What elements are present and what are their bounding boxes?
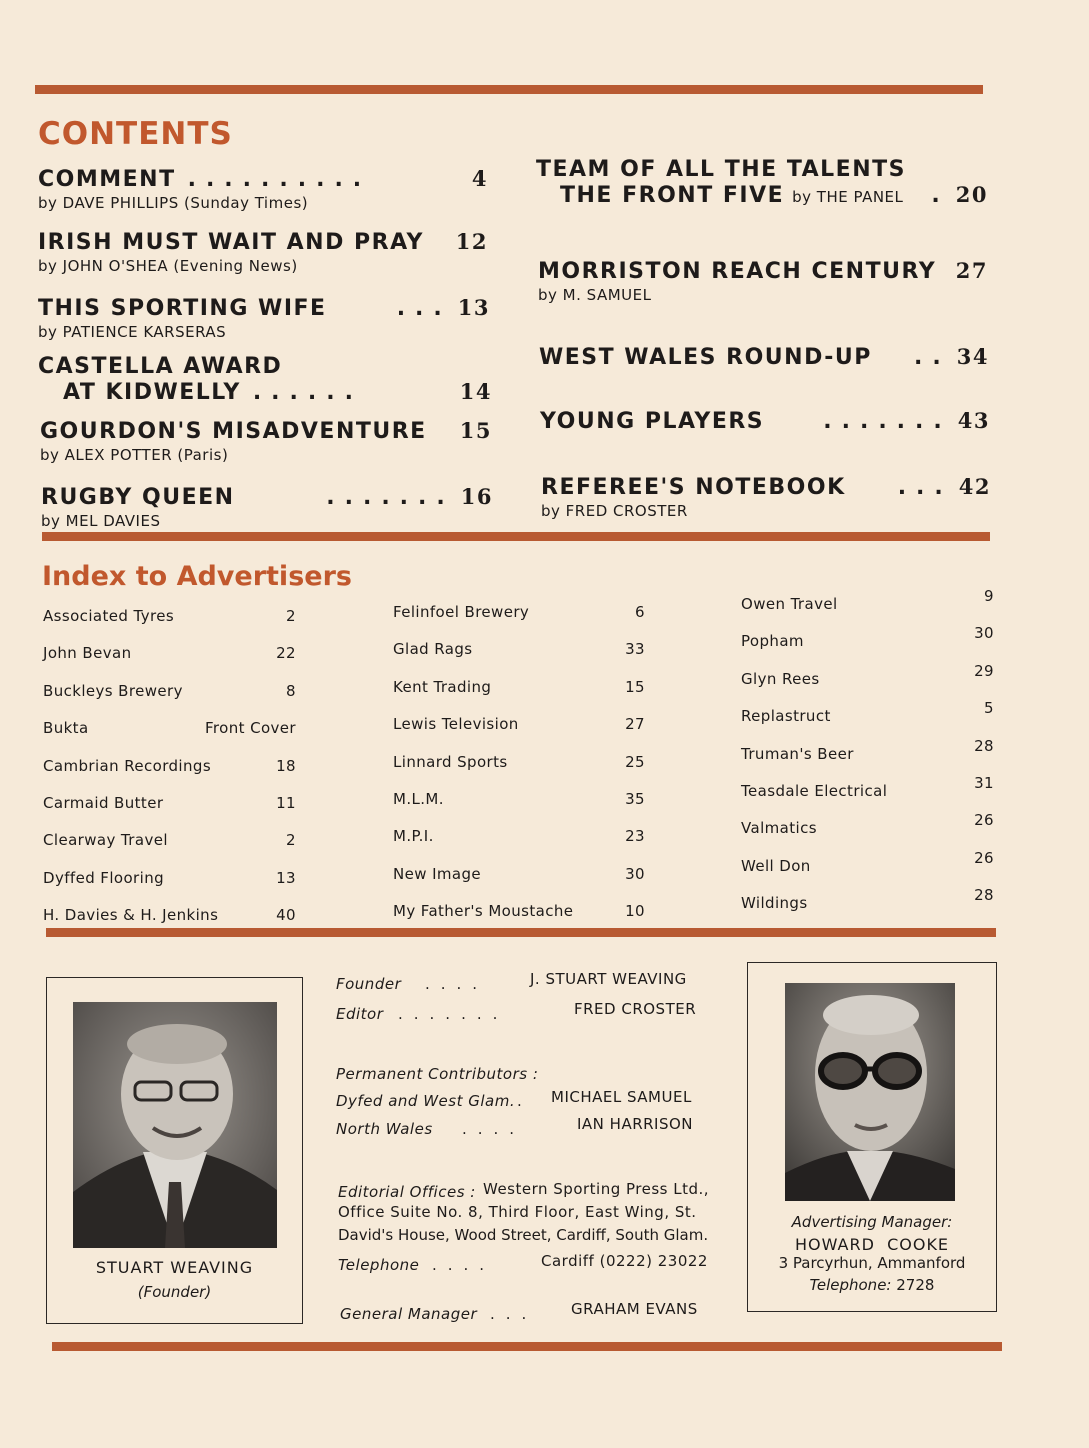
- advertiser-row[interactable]: [741, 699, 994, 725]
- advertiser-name: Carmaid Butter: [43, 794, 164, 812]
- north-value: IAN HARRISON: [577, 1115, 694, 1133]
- advertiser-page: 25: [625, 753, 645, 771]
- entry-title-line2: THE FRONT FIVE: [560, 183, 785, 208]
- advertiser-page: 40: [276, 906, 296, 924]
- advertiser-name: Replastruct: [741, 707, 831, 725]
- advertising-manager-name: HOWARD COOKE: [794, 1235, 950, 1254]
- advertiser-page: 18: [276, 757, 296, 775]
- contents-entry-young-players[interactable]: [540, 408, 990, 434]
- telephone-value: Cardiff (0222) 23022: [541, 1252, 708, 1270]
- dyfed-value: MICHAEL SAMUEL: [551, 1088, 692, 1106]
- advertiser-name: Wildings: [741, 894, 808, 912]
- advertiser-name: Truman's Beer: [741, 745, 854, 763]
- advertiser-row[interactable]: [741, 849, 994, 875]
- offices-line-3: David's House, Wood Street, Cardiff, South Glam.: [338, 1226, 709, 1244]
- entry-title: THIS SPORTING WIFE: [38, 296, 327, 321]
- advertiser-name: Cambrian Recordings: [43, 757, 212, 775]
- advertiser-page: 6: [635, 603, 645, 621]
- advertising-manager-telephone: [748, 1276, 996, 1294]
- entry-title-line2: AT KIDWELLY: [63, 380, 241, 405]
- advertiser-page: 11: [276, 794, 296, 812]
- advertiser-row[interactable]: [43, 794, 296, 812]
- advertiser-row[interactable]: [741, 624, 994, 650]
- entry-byline: by FRED CROSTER: [541, 502, 688, 520]
- advertiser-name: Well Don: [741, 857, 811, 875]
- advertiser-name: Popham: [741, 632, 804, 650]
- advertiser-name: Owen Travel: [741, 595, 838, 613]
- top-rule: [35, 85, 983, 94]
- entry-title: YOUNG PLAYERS: [540, 409, 765, 434]
- advertiser-name: H. Davies & H. Jenkins: [43, 906, 219, 924]
- north-label: North Wales: [336, 1120, 433, 1138]
- contents-entry-irish[interactable]: [38, 229, 488, 275]
- entry-byline: by PATIENCE KARSERAS: [38, 323, 227, 341]
- advertiser-page: 35: [625, 790, 645, 808]
- entry-byline: by M. SAMUEL: [538, 286, 652, 304]
- advertiser-name: Lewis Television: [393, 715, 519, 733]
- entry-title: CASTELLA AWARD: [38, 354, 283, 379]
- contents-entry-west-wales[interactable]: [539, 344, 989, 370]
- contents-entry-referee[interactable]: [541, 474, 991, 520]
- entry-page: 20: [955, 182, 988, 207]
- entry-page: 16: [460, 484, 493, 509]
- entry-page: 13: [457, 295, 490, 320]
- advertiser-name: Buckleys Brewery: [43, 682, 183, 700]
- contents-entry-comment[interactable]: [38, 166, 488, 212]
- contents-entry-sporting-wife[interactable]: [38, 295, 490, 341]
- advertiser-name: My Father's Moustache: [393, 902, 574, 920]
- entry-page: 12: [455, 229, 488, 254]
- leader-dots: ...: [396, 296, 452, 321]
- founder-photo-frame: [46, 977, 303, 1324]
- telephone-label: Telephone: [338, 1256, 420, 1274]
- advertiser-row[interactable]: [393, 827, 645, 845]
- advertiser-row[interactable]: [393, 715, 645, 733]
- entry-byline: by MEL DAVIES: [41, 512, 161, 530]
- entry-byline: by ALEX POTTER (Paris): [40, 446, 229, 464]
- advertiser-row[interactable]: [393, 678, 645, 696]
- advertiser-page: 2: [286, 607, 296, 625]
- advertiser-name: M.P.I.: [393, 827, 434, 845]
- advertisers-heading: Index to Advertisers: [42, 561, 352, 592]
- advertiser-row[interactable]: [393, 753, 645, 771]
- editor-dots: .......: [398, 1005, 509, 1023]
- advertiser-page: 23: [625, 827, 645, 845]
- advertiser-name: M.L.M.: [393, 790, 444, 808]
- offices-line-1: Western Sporting Press Ltd.,: [483, 1180, 710, 1198]
- advertiser-page: 15: [625, 678, 645, 696]
- founder-caption-role: (Founder): [137, 1283, 212, 1301]
- advertiser-row[interactable]: [43, 682, 296, 700]
- advertiser-name: Glad Rags: [393, 640, 473, 658]
- leader-dots: .......: [823, 409, 952, 434]
- advertiser-page: 8: [286, 682, 296, 700]
- leader-dots: ..: [914, 345, 951, 370]
- advertiser-page: 5: [984, 699, 994, 717]
- advertiser-name: Dyffed Flooring: [43, 869, 165, 887]
- advertisers-bottom-rule: [46, 928, 996, 937]
- entry-page: 27: [955, 258, 988, 283]
- advertiser-page: 26: [974, 811, 994, 829]
- advertiser-row[interactable]: [43, 869, 296, 887]
- advertiser-page: 31: [974, 774, 994, 792]
- leader-dots: .......: [326, 485, 455, 510]
- advertiser-row[interactable]: [393, 865, 645, 883]
- north-dots: ....: [462, 1120, 526, 1138]
- advertiser-page: 30: [974, 624, 994, 642]
- advertiser-page: 13: [276, 869, 296, 887]
- founder-caption-name: STUART WEAVING: [95, 1258, 254, 1277]
- advertiser-page: 30: [625, 865, 645, 883]
- advertiser-page: 22: [276, 644, 296, 662]
- entry-title: GOURDON'S MISADVENTURE: [40, 419, 427, 444]
- advertiser-row[interactable]: [43, 906, 296, 924]
- advertiser-name: Teasdale Electrical: [741, 782, 888, 800]
- contents-entry-castella[interactable]: [38, 354, 492, 405]
- editor-label: Editor: [336, 1005, 384, 1023]
- advertiser-name: Kent Trading: [393, 678, 492, 696]
- advertiser-row[interactable]: [43, 607, 296, 625]
- advertiser-page: Front Cover: [204, 719, 296, 737]
- general-manager-value: GRAHAM EVANS: [571, 1300, 698, 1318]
- leader-dots: ......: [252, 380, 363, 405]
- founder-value: J. STUART WEAVING: [530, 970, 687, 988]
- advertiser-page: 9: [984, 587, 994, 605]
- entry-title: TEAM OF ALL THE TALENTS: [536, 157, 906, 182]
- advertising-manager-telephone-label: Telephone:: [809, 1276, 892, 1294]
- advertiser-page: 28: [974, 886, 994, 904]
- general-manager-dots: ...: [490, 1305, 538, 1323]
- advertiser-row[interactable]: [393, 790, 645, 808]
- advertiser-name: Valmatics: [741, 819, 817, 837]
- entry-page: 15: [459, 418, 492, 443]
- advertiser-name: Glyn Rees: [741, 670, 820, 688]
- entry-page: 4: [471, 166, 488, 191]
- advertiser-row[interactable]: [741, 774, 994, 800]
- advertiser-row[interactable]: [43, 719, 296, 737]
- advertiser-row[interactable]: [43, 644, 296, 662]
- advertiser-row[interactable]: [393, 902, 645, 920]
- advertising-manager-role: Advertising Manager:: [791, 1213, 953, 1231]
- contributors-label: Permanent Contributors :: [336, 1065, 539, 1083]
- advertiser-row[interactable]: [43, 757, 296, 775]
- entry-title: IRISH MUST WAIT AND PRAY: [38, 230, 424, 255]
- entry-title: WEST WALES ROUND-UP: [539, 345, 872, 370]
- dyfed-label: Dyfed and West Glam.: [336, 1092, 516, 1110]
- advertiser-name: John Bevan: [43, 644, 132, 662]
- advertiser-page: 2: [286, 831, 296, 849]
- advertiser-row[interactable]: [393, 640, 645, 658]
- entry-title: COMMENT: [38, 167, 176, 192]
- advertiser-page: 26: [974, 849, 994, 867]
- advertising-manager-address: 3 Parcyrhun, Ammanford: [778, 1254, 966, 1272]
- contents-entry-morriston[interactable]: [538, 258, 988, 304]
- advertiser-name: New Image: [393, 865, 482, 883]
- editor-value: FRED CROSTER: [574, 1000, 697, 1018]
- entry-byline: by THE PANEL: [792, 188, 904, 206]
- advertiser-row[interactable]: [393, 603, 645, 621]
- entry-page: 34: [956, 344, 989, 369]
- leader-dots: .: [931, 183, 950, 208]
- entry-byline: by DAVE PHILLIPS (Sunday Times): [38, 194, 309, 212]
- contents-entry-rugby-queen[interactable]: [41, 484, 493, 530]
- telephone-dots: ....: [432, 1256, 496, 1274]
- leader-dots: ..........: [187, 167, 372, 192]
- entry-byline: by JOHN O'SHEA (Evening News): [38, 257, 298, 275]
- page-bottom-rule: [52, 1342, 1002, 1351]
- founder-label: Founder: [336, 975, 402, 993]
- advertiser-name: Clearway Travel: [43, 831, 168, 849]
- advertiser-page: 33: [625, 640, 645, 658]
- advertiser-page: 27: [625, 715, 645, 733]
- advertiser-row[interactable]: [741, 587, 994, 613]
- advertiser-name: Linnard Sports: [393, 753, 508, 771]
- contents-bottom-rule: [42, 532, 990, 541]
- entry-title: MORRISTON REACH CENTURY: [538, 259, 937, 284]
- advertiser-row[interactable]: [741, 662, 994, 688]
- founder-dots: ....: [425, 975, 489, 993]
- entry-title: REFEREE'S NOTEBOOK: [541, 475, 846, 500]
- advertiser-row[interactable]: [43, 831, 296, 849]
- advertiser-name: Associated Tyres: [43, 607, 175, 625]
- advertiser-page: 28: [974, 737, 994, 755]
- advertiser-name: Bukta: [43, 719, 89, 737]
- advertiser-row[interactable]: [741, 737, 994, 763]
- general-manager-label: General Manager: [340, 1305, 478, 1323]
- entry-page: 42: [958, 474, 991, 499]
- dyfed-dots: .: [517, 1092, 523, 1110]
- advertising-manager-photo: [785, 983, 955, 1201]
- entry-page: 43: [957, 408, 990, 433]
- offices-label: Editorial Offices :: [338, 1183, 476, 1201]
- founder-photo: [73, 1002, 277, 1248]
- advertiser-page: 29: [974, 662, 994, 680]
- entry-page: 14: [459, 379, 492, 404]
- advertising-manager-photo-frame: [747, 962, 997, 1312]
- contents-entry-gourdon[interactable]: [40, 418, 492, 464]
- advertiser-row[interactable]: [741, 886, 994, 912]
- advertising-manager-telephone-value: 2728: [896, 1276, 935, 1294]
- entry-title: RUGBY QUEEN: [41, 485, 235, 510]
- advertiser-row[interactable]: [741, 811, 994, 837]
- contents-heading: CONTENTS: [38, 116, 233, 152]
- leader-dots: ...: [897, 475, 953, 500]
- contents-entry-team-talents[interactable]: [536, 157, 988, 208]
- offices-line-2: Office Suite No. 8, Third Floor, East Wing, St.: [338, 1203, 697, 1221]
- advertiser-page: 10: [625, 902, 645, 920]
- advertiser-name: Felinfoel Brewery: [393, 603, 530, 621]
